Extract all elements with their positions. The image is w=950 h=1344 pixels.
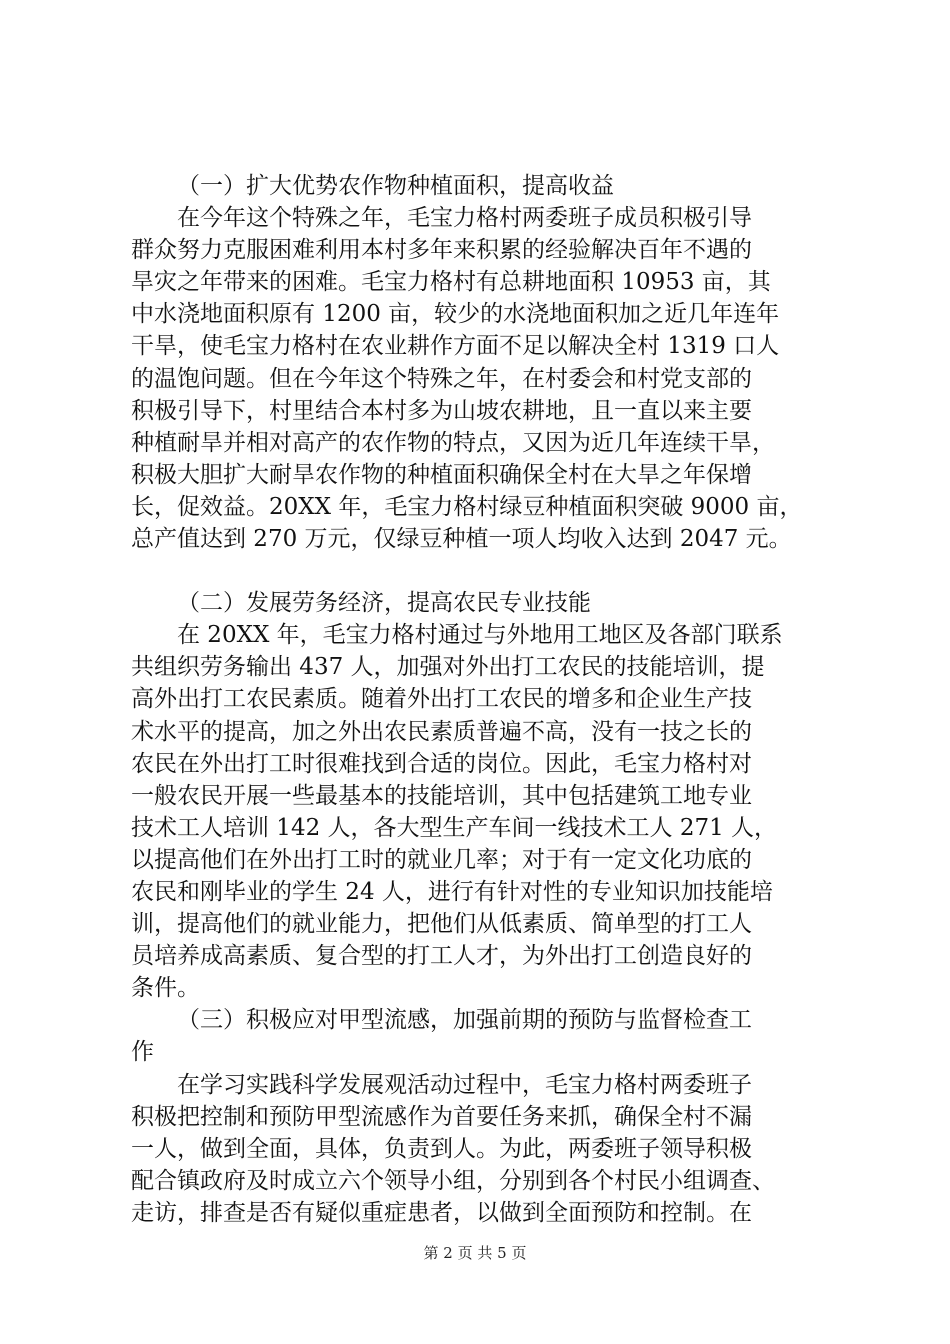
paragraph-line: 一人，做到全面，具体，负责到人。为此，两委班子领导积极 — [131, 1135, 752, 1162]
paragraph-line: 中水浇地面积原有 1200 亩，较少的水浇地面积加之近几年连年 — [131, 301, 780, 328]
paragraph-line: 的温饱问题。但在今年这个特殊之年，在村委会和村党支部的 — [131, 365, 752, 392]
paragraph-line: 技术工人培训 142 人，各大型生产车间一线技术工人 271 人， — [131, 814, 778, 841]
section-heading-2: （二）发展劳务经济，提高农民专业技能 — [177, 590, 591, 617]
paragraph-line: 群众努力克服困难利用本村多年来积累的经验解决百年不遇的 — [131, 237, 752, 264]
paragraph-line: 以提高他们在外出打工时的就业几率；对于有一定文化功底的 — [131, 846, 752, 873]
paragraph-line: 种植耐旱并相对高产的农作物的特点，又因为近几年连续干旱， — [131, 429, 775, 456]
paragraph-line: 配合镇政府及时成立六个领导小组，分别到各个村民小组调查、 — [131, 1167, 775, 1194]
paragraph-line: 长，促效益。20XX 年，毛宝力格村绿豆种植面积突破 9000 亩， — [131, 493, 803, 520]
paragraph-line: 干旱，使毛宝力格村在农业耕作方面不足以解决全村 1319 口人 — [131, 333, 780, 360]
paragraph-line: 条件。 — [131, 975, 200, 1002]
paragraph-line: 农民在外出打工时很难找到合适的岗位。因此，毛宝力格村对 — [131, 750, 752, 777]
paragraph-line: 训，提高他们的就业能力，把他们从低素质、简单型的打工人 — [131, 911, 752, 938]
body-text — [131, 170, 831, 1229]
paragraph-line: 积极把控制和预防甲型流感作为首要任务来抓，确保全村不漏 — [131, 1103, 752, 1130]
paragraph-line: 积极引导下，村里结合本村多为山坡农耕地，且一直以来主要 — [131, 397, 752, 424]
paragraph-line: 走访，排查是否有疑似重症患者，以做到全面预防和控制。在 — [131, 1199, 752, 1226]
paragraph-line: 术水平的提高，加之外出农民素质普遍不高，没有一技之长的 — [131, 718, 752, 745]
paragraph-line: 共组织劳务输出 437 人，加强对外出打工农民的技能培训，提 — [131, 654, 765, 681]
section-heading-1: （一）扩大优势农作物种植面积，提高收益 — [177, 173, 614, 199]
paragraph-line: 在学习实践科学发展观活动过程中，毛宝力格村两委班子 — [177, 1071, 752, 1098]
paragraph-line: 农民和刚毕业的学生 24 人，进行有针对性的专业知识加技能培 — [131, 878, 773, 905]
blank-line — [131, 555, 831, 587]
section-heading-3: （三）积极应对甲型流感，加强前期的预防与监督检查工 — [177, 1007, 752, 1034]
section-heading-3-continued: 作 — [131, 1039, 154, 1066]
paragraph-line: 总产值达到 270 万元，仅绿豆种植一项人均收入达到 2047 元。 — [131, 526, 792, 553]
paragraph-line: 在 20XX 年，毛宝力格村通过与外地用工地区及各部门联系 — [177, 622, 783, 649]
paragraph-line: 在今年这个特殊之年，毛宝力格村两委班子成员积极引导 — [177, 205, 752, 232]
paragraph-line: 旱灾之年带来的困难。毛宝力格村有总耕地面积 10953 亩，其 — [131, 269, 771, 296]
page-number-footer: 第 2 页 共 5 页 — [423, 1244, 527, 1262]
paragraph-line: 一般农民开展一些最基本的技能培训，其中包括建筑工地专业 — [131, 782, 752, 809]
paragraph-line: 积极大胆扩大耐旱农作物的种植面积确保全村在大旱之年保增 — [131, 461, 752, 488]
paragraph-line: 高外出打工农民素质。随着外出打工农民的增多和企业生产技 — [131, 686, 752, 713]
paragraph-line: 员培养成高素质、复合型的打工人才，为外出打工创造良好的 — [131, 943, 752, 970]
